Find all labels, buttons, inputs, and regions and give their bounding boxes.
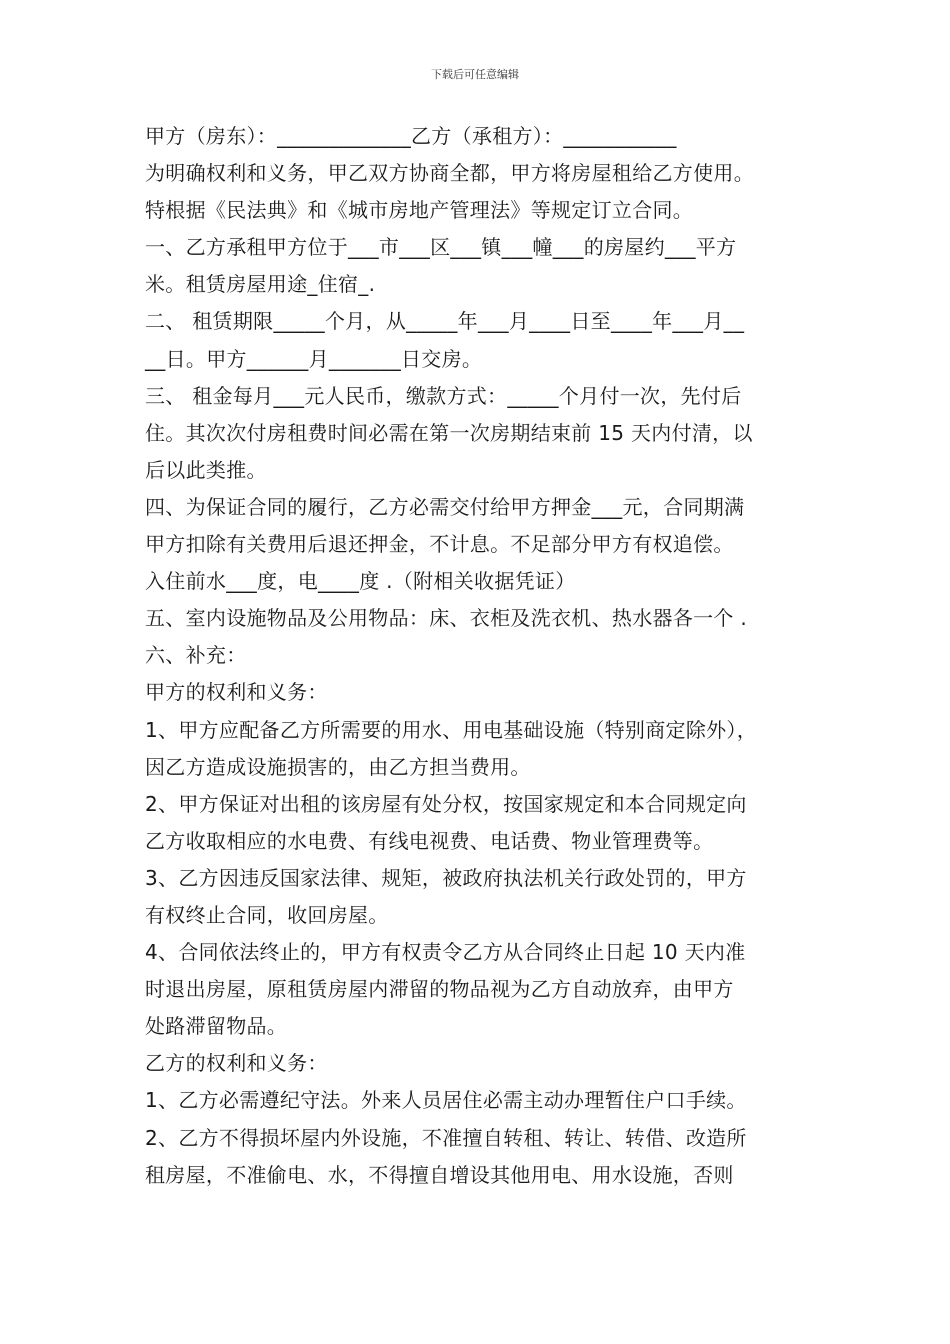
text-line: 特根据《民法典》和《城市房地产管理法》等规定订立合同。 — [145, 198, 694, 223]
text-line: 一、乙方承租甲方位于___市___区___镇___幢___的房屋约___平方 — [145, 235, 737, 260]
text-line: 米。租赁房屋用途_住宿_. — [145, 272, 376, 297]
text-line: 甲方（房东）：_____________乙方（承租方）：___________ — [145, 124, 677, 148]
text-line: 处路滞留物品。 — [145, 1014, 288, 1039]
text-line: 三、 租金每月___元人民币，缴款方式：_____个月付一次，先付后 — [145, 383, 742, 408]
text-line: 二、 租赁期限_____个月，从_____年___月____日至____年___月__ — [145, 309, 745, 334]
text-line: 乙方的权利和义务： — [145, 1051, 328, 1076]
text-line: 甲方的权利和义务： — [145, 680, 328, 705]
text-line: 租房屋，不准偷电、水，不得擅自增设其他用电、用水设施，否则 — [145, 1162, 734, 1187]
text-line: 甲方扣除有关费用后退还押金，不计息。不足部分甲方有权追偿。 — [145, 532, 734, 557]
contract-body — [145, 118, 825, 1194]
text-line: 六、补充： — [145, 643, 247, 668]
text-line: 住。其次次付房租费时间必需在第一次房期结束前 15 天内付清，以 — [145, 420, 753, 445]
text-line: 有权终止合同，收回房屋。 — [145, 902, 389, 927]
text-line: 时退出房屋，原租赁房屋内滞留的物品视为乙方自动放弃，由甲方 — [145, 977, 734, 1002]
text-line: 乙方收取相应的水电费、有线电视费、电话费、物业管理费等。 — [145, 828, 714, 853]
page-header: 下载后可任意编辑 — [431, 68, 519, 81]
text-line: 1、乙方必需遵纪守法。外来人员居住必需主动办理暂住户口手续。 — [145, 1088, 747, 1113]
text-line: 后以此类推。 — [145, 457, 267, 482]
text-line: 4、合同依法终止的，甲方有权责令乙方从合同终止日起 10 天内准 — [145, 940, 746, 965]
text-line: 四、为保证合同的履行，乙方必需交付给甲方押金___元，合同期满 — [145, 494, 745, 519]
text-line: 2、乙方不得损坏屋内外设施，不准擅自转租、转让、转借、改造所 — [145, 1125, 747, 1150]
text-line: __日。甲方______月_______日交房。 — [145, 346, 483, 371]
text-line: 为明确权利和义务，甲乙双方协商全都，甲方将房屋租给乙方使用。 — [145, 161, 754, 186]
text-line: 因乙方造成设施损害的，由乙方担当费用。 — [145, 754, 531, 779]
text-line: 入住前水___度，电____度 .（附相关收据凭证） — [145, 569, 576, 594]
text-line: 1、甲方应配备乙方所需要的用水、用电基础设施（特别商定除外）， — [145, 717, 758, 742]
text-line: 3、乙方因违反国家法律、规矩，被政府执法机关行政处罚的，甲方 — [145, 865, 747, 890]
text-line: 五、室内设施物品及公用物品：床、衣柜及洗衣机、热水器各一个 . — [145, 606, 748, 631]
text-line: 2、甲方保证对出租的该房屋有处分权，按国家规定和本合同规定向 — [145, 791, 747, 816]
